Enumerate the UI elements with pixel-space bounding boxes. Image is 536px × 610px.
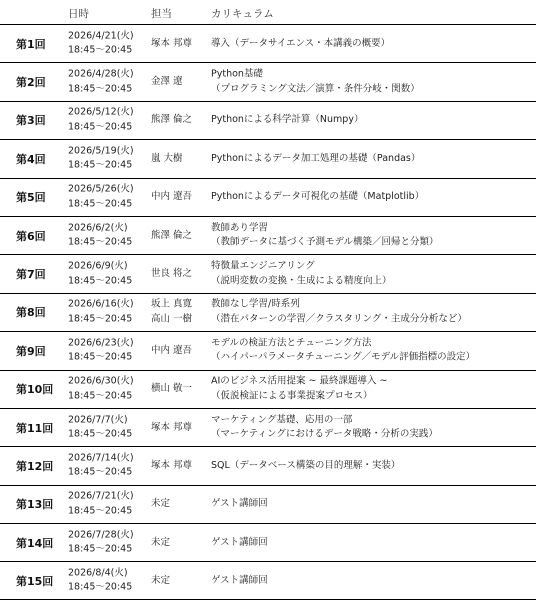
curriculum-title: Pythonによる科学計算（Numpy） bbox=[211, 114, 364, 126]
session-date: 2026/6/9(火) bbox=[68, 260, 128, 272]
session-curriculum bbox=[211, 497, 268, 512]
session-date: 2026/5/26(火) bbox=[68, 183, 134, 195]
session-teacher bbox=[151, 152, 183, 167]
header-curriculum: カリキュラム bbox=[211, 8, 274, 20]
session-time: 18:45～20:45 bbox=[68, 159, 133, 171]
session-number: 第8回 bbox=[16, 306, 46, 320]
curriculum-detail: （プログラミング文法／演算・条件分岐・関数） bbox=[211, 83, 420, 95]
session-curriculum bbox=[211, 68, 420, 97]
session-date: 2026/6/16(火) bbox=[68, 298, 134, 310]
session-teacher bbox=[151, 298, 192, 327]
session-time: 18:45～20:45 bbox=[68, 44, 133, 56]
session-datetime bbox=[68, 260, 132, 289]
session-number: 第4回 bbox=[16, 152, 46, 166]
session-curriculum bbox=[211, 260, 392, 289]
session-teacher bbox=[151, 190, 192, 205]
session-number: 第13回 bbox=[16, 498, 54, 512]
session-curriculum bbox=[211, 375, 388, 404]
session-datetime bbox=[68, 183, 134, 212]
session-time: 18:45～20:45 bbox=[68, 198, 133, 210]
curriculum-detail: （潜在パターンの学習／クラスタリング・主成分分析など） bbox=[211, 313, 467, 325]
table-body bbox=[0, 24, 536, 600]
session-teacher bbox=[151, 75, 183, 90]
session-datetime bbox=[68, 29, 134, 58]
session-teacher bbox=[151, 382, 192, 397]
teacher-name: 中内 遼吾 bbox=[151, 344, 193, 356]
table-row bbox=[0, 331, 536, 369]
session-teacher bbox=[151, 536, 170, 551]
curriculum-title: Pythonによるデータ可視化の基礎（Matplotlib） bbox=[211, 191, 425, 202]
curriculum-detail: （仮説検証による事業提案プロセス） bbox=[211, 390, 373, 402]
session-datetime bbox=[68, 451, 134, 480]
session-time: 18:45～20:45 bbox=[68, 83, 133, 95]
teacher-name: 未定 bbox=[151, 498, 171, 510]
session-number: 第9回 bbox=[16, 344, 46, 358]
curriculum-title: 教師あり学習 bbox=[211, 222, 269, 234]
session-date: 2026/7/7(火) bbox=[68, 414, 128, 426]
curriculum-title: Pythonによるデータ加工処理の基礎（Pandas） bbox=[211, 152, 421, 164]
table-row bbox=[0, 216, 536, 254]
session-curriculum bbox=[211, 336, 475, 365]
curriculum-title: 導入（データサイエンス・本講義の概要） bbox=[211, 37, 391, 49]
table-row bbox=[0, 293, 536, 331]
session-time: 18:45～20:45 bbox=[68, 351, 133, 363]
session-number: 第5回 bbox=[16, 191, 46, 205]
session-datetime bbox=[68, 106, 134, 135]
session-date: 2026/8/4(火) bbox=[68, 567, 128, 579]
session-curriculum bbox=[211, 36, 390, 51]
session-time: 18:45～20:45 bbox=[68, 466, 133, 478]
table-row bbox=[0, 24, 536, 62]
session-date: 2026/5/12(火) bbox=[68, 106, 134, 118]
session-curriculum bbox=[211, 573, 268, 588]
session-date: 2026/6/23(火) bbox=[68, 337, 134, 349]
table-row bbox=[0, 561, 536, 599]
table-row bbox=[0, 446, 536, 484]
session-teacher bbox=[151, 36, 192, 51]
session-curriculum bbox=[211, 221, 439, 250]
session-number: 第15回 bbox=[16, 574, 54, 588]
session-curriculum bbox=[211, 113, 363, 128]
session-datetime bbox=[68, 566, 132, 595]
session-date: 2026/5/19(火) bbox=[68, 145, 134, 157]
table-row bbox=[0, 370, 536, 408]
session-teacher bbox=[151, 573, 170, 588]
session-datetime bbox=[68, 298, 134, 327]
session-time: 18:45～20:45 bbox=[68, 390, 133, 402]
teacher-name: 坂上 真寛 bbox=[151, 298, 193, 310]
session-teacher bbox=[151, 267, 192, 282]
session-teacher bbox=[151, 459, 192, 474]
header-teacher: 担当 bbox=[151, 8, 172, 20]
session-datetime bbox=[68, 528, 134, 557]
table-row bbox=[0, 523, 536, 561]
table-row bbox=[0, 62, 536, 100]
session-number: 第1回 bbox=[16, 37, 46, 51]
curriculum-detail: （教師データに基づく予測モデル構築／回帰と分類） bbox=[211, 236, 439, 248]
teacher-name: 塚本 邦尊 bbox=[151, 37, 193, 49]
curriculum-title: SQL（データベース構築の目的理解・実装） bbox=[211, 459, 401, 471]
curriculum-detail: （マーケティングにおけるデータ戦略・分析の実践） bbox=[211, 428, 438, 440]
session-number: 第2回 bbox=[16, 76, 46, 90]
session-datetime bbox=[68, 336, 134, 365]
session-teacher bbox=[151, 228, 192, 243]
teacher-name: 熊澤 倫之 bbox=[151, 114, 193, 126]
session-number: 第11回 bbox=[16, 421, 54, 435]
teacher-name: 金澤 遼 bbox=[151, 75, 183, 87]
curriculum-title: ゲスト講師回 bbox=[211, 536, 268, 548]
session-date: 2026/7/28(火) bbox=[68, 529, 134, 541]
session-time: 18:45～20:45 bbox=[68, 581, 133, 593]
table-row bbox=[0, 178, 536, 216]
session-curriculum bbox=[211, 413, 438, 442]
curriculum-title: ゲスト講師回 bbox=[211, 498, 268, 510]
table-row bbox=[0, 408, 536, 446]
session-number: 第12回 bbox=[16, 459, 54, 473]
table-row bbox=[0, 254, 536, 292]
session-datetime bbox=[68, 144, 134, 173]
curriculum-title: 教師なし学習/時系列 bbox=[211, 298, 300, 310]
session-number: 第7回 bbox=[16, 268, 46, 282]
table-header bbox=[0, 0, 536, 24]
session-date: 2026/4/21(火) bbox=[68, 30, 134, 42]
session-datetime bbox=[68, 413, 132, 442]
session-date: 2026/7/14(火) bbox=[68, 452, 134, 464]
session-date: 2026/6/2(火) bbox=[68, 222, 128, 234]
session-date: 2026/6/30(火) bbox=[68, 375, 134, 387]
teacher-name: 塚本 邦尊 bbox=[151, 421, 193, 433]
header-date: 日時 bbox=[68, 8, 89, 20]
teacher-name: 未定 bbox=[151, 536, 171, 548]
curriculum-title: AIのビジネス活用提案 ~ 最終課題導入 ~ bbox=[211, 375, 388, 387]
session-date: 2026/4/28(火) bbox=[68, 68, 134, 80]
teacher-name: 横山 敬一 bbox=[151, 382, 193, 394]
table-row bbox=[0, 139, 536, 177]
session-time: 18:45～20:45 bbox=[68, 543, 133, 555]
session-teacher bbox=[151, 497, 170, 512]
teacher-name: 中内 遼吾 bbox=[151, 191, 193, 202]
curriculum-title: ゲスト講師回 bbox=[211, 574, 268, 586]
session-time: 18:45～20:45 bbox=[68, 313, 133, 325]
curriculum-detail: （説明変数の変換・生成による精度向上） bbox=[211, 275, 392, 287]
session-time: 18:45～20:45 bbox=[68, 236, 133, 248]
session-number: 第3回 bbox=[16, 114, 46, 128]
table-row bbox=[0, 101, 536, 139]
curriculum-detail: （ハイパーパラメータチューニング／モデル評価指標の設定） bbox=[211, 351, 476, 363]
session-datetime bbox=[68, 375, 134, 404]
teacher-name: 嵐 大樹 bbox=[151, 152, 183, 164]
teacher-name: 世良 将之 bbox=[151, 267, 193, 279]
session-time: 18:45～20:45 bbox=[68, 505, 133, 517]
session-date: 2026/7/21(火) bbox=[68, 490, 134, 502]
session-datetime bbox=[68, 221, 132, 250]
session-curriculum bbox=[211, 190, 424, 205]
teacher-name: 未定 bbox=[151, 574, 171, 586]
teacher-name: 高山 一樹 bbox=[151, 313, 193, 325]
curriculum-title: 特徴量エンジニアリング bbox=[211, 260, 315, 272]
session-number: 第14回 bbox=[16, 536, 54, 550]
session-teacher bbox=[151, 113, 192, 128]
session-teacher bbox=[151, 420, 192, 435]
session-curriculum bbox=[211, 152, 420, 167]
curriculum-title: マーケティング基礎、応用の一部 bbox=[211, 414, 353, 426]
session-time: 18:45～20:45 bbox=[68, 121, 133, 133]
curriculum-title: Python基礎 bbox=[211, 68, 263, 80]
session-teacher bbox=[151, 344, 192, 359]
teacher-name: 熊澤 倫之 bbox=[151, 229, 193, 241]
session-number: 第6回 bbox=[16, 229, 46, 243]
curriculum-title: モデルの検証方法とチューニング方法 bbox=[211, 337, 372, 349]
session-time: 18:45～20:45 bbox=[68, 275, 133, 287]
session-datetime bbox=[68, 68, 134, 97]
session-number: 第10回 bbox=[16, 383, 54, 397]
table-row bbox=[0, 485, 536, 523]
session-curriculum bbox=[211, 536, 268, 551]
session-curriculum bbox=[211, 459, 400, 474]
teacher-name: 塚本 邦尊 bbox=[151, 459, 193, 471]
session-curriculum bbox=[211, 298, 467, 327]
session-datetime bbox=[68, 490, 134, 519]
session-time: 18:45～20:45 bbox=[68, 428, 133, 440]
